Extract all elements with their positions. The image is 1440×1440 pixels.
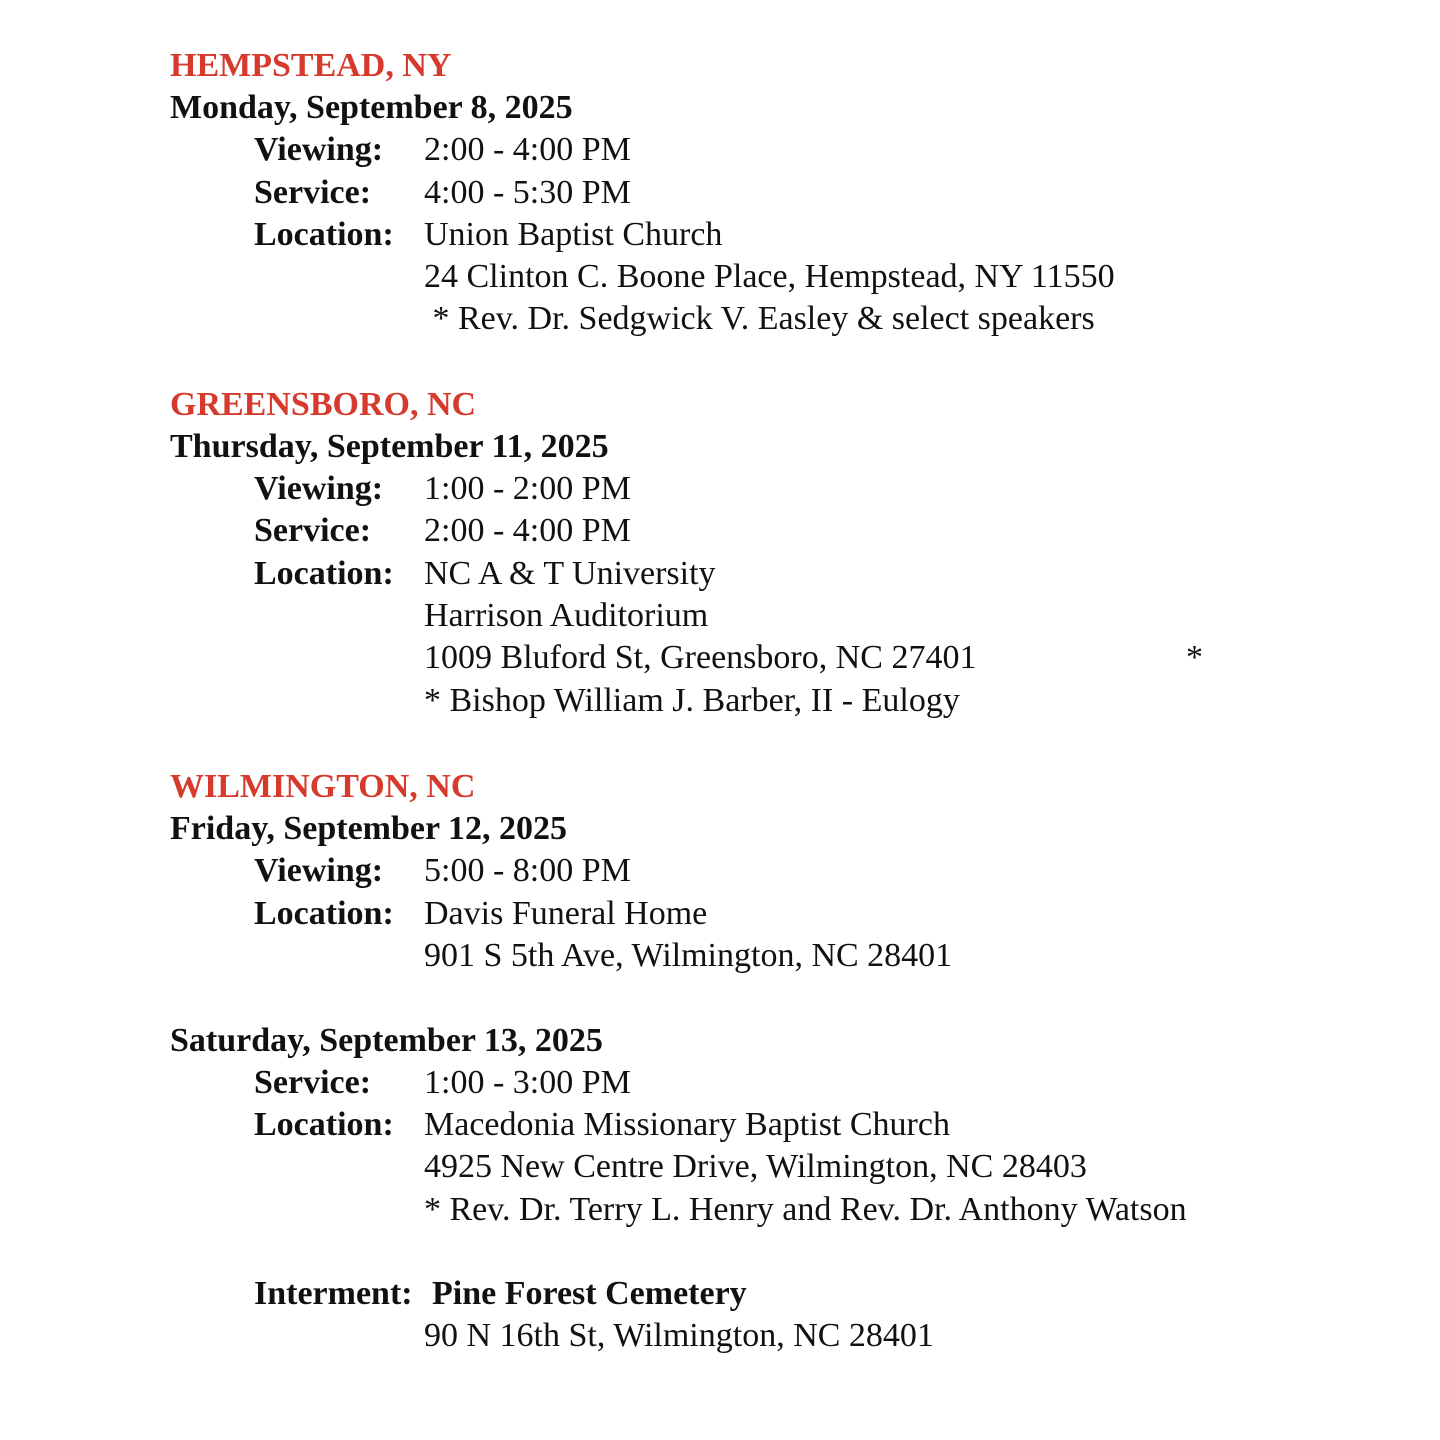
speaker-note: * Rev. Dr. Terry L. Henry and Rev. Dr. Anthony Watson bbox=[424, 1191, 1187, 1228]
location-line: NC A & T University bbox=[424, 555, 716, 592]
section-date: Saturday, September 13, 2025 bbox=[170, 1022, 603, 1059]
location-line: Harrison Auditorium bbox=[424, 597, 709, 634]
location-line: 4925 New Centre Drive, Wilmington, NC 28403 bbox=[424, 1148, 1087, 1185]
interment-label: Interment: bbox=[254, 1275, 413, 1312]
speaker-note: * Bishop William J. Barber, II - Eulogy bbox=[424, 682, 960, 719]
service-time: 1:00 - 3:00 PM bbox=[424, 1064, 631, 1101]
interment-place: Pine Forest Cemetery bbox=[432, 1275, 747, 1312]
location-label: Location: bbox=[254, 555, 394, 592]
section-city: HEMPSTEAD, NY bbox=[170, 47, 452, 84]
section-date: Monday, September 8, 2025 bbox=[170, 89, 573, 126]
viewing-time: 2:00 - 4:00 PM bbox=[424, 131, 631, 168]
section-date: Thursday, September 11, 2025 bbox=[170, 428, 609, 465]
viewing-label: Viewing: bbox=[254, 852, 384, 889]
service-label: Service: bbox=[254, 174, 372, 211]
service-time: 2:00 - 4:00 PM bbox=[424, 512, 631, 549]
viewing-time: 1:00 - 2:00 PM bbox=[424, 470, 631, 507]
service-label: Service: bbox=[254, 512, 372, 549]
viewing-label: Viewing: bbox=[254, 131, 384, 168]
location-label: Location: bbox=[254, 1106, 394, 1143]
viewing-label: Viewing: bbox=[254, 470, 384, 507]
service-label: Service: bbox=[254, 1064, 372, 1101]
interment-address: 90 N 16th St, Wilmington, NC 28401 bbox=[424, 1317, 934, 1354]
location-line: 1009 Bluford St, Greensboro, NC 27401 bbox=[424, 639, 977, 676]
section-city: GREENSBORO, NC bbox=[170, 386, 477, 423]
location-line: 24 Clinton C. Boone Place, Hempstead, NY 11550 bbox=[424, 258, 1115, 295]
section-date: Friday, September 12, 2025 bbox=[170, 810, 567, 847]
viewing-time: 5:00 - 8:00 PM bbox=[424, 852, 631, 889]
section-city: WILMINGTON, NC bbox=[170, 768, 476, 805]
service-time: 4:00 - 5:30 PM bbox=[424, 174, 631, 211]
location-line: 901 S 5th Ave, Wilmington, NC 28401 bbox=[424, 937, 953, 974]
location-line: Macedonia Missionary Baptist Church bbox=[424, 1106, 950, 1143]
location-label: Location: bbox=[254, 895, 394, 932]
location-label: Location: bbox=[254, 216, 394, 253]
location-line: Union Baptist Church bbox=[424, 216, 723, 253]
location-line: Davis Funeral Home bbox=[424, 895, 708, 932]
speaker-note: * Rev. Dr. Sedgwick V. Easley & select speakers bbox=[424, 300, 1095, 337]
stray-asterisk: * bbox=[1186, 639, 1203, 676]
